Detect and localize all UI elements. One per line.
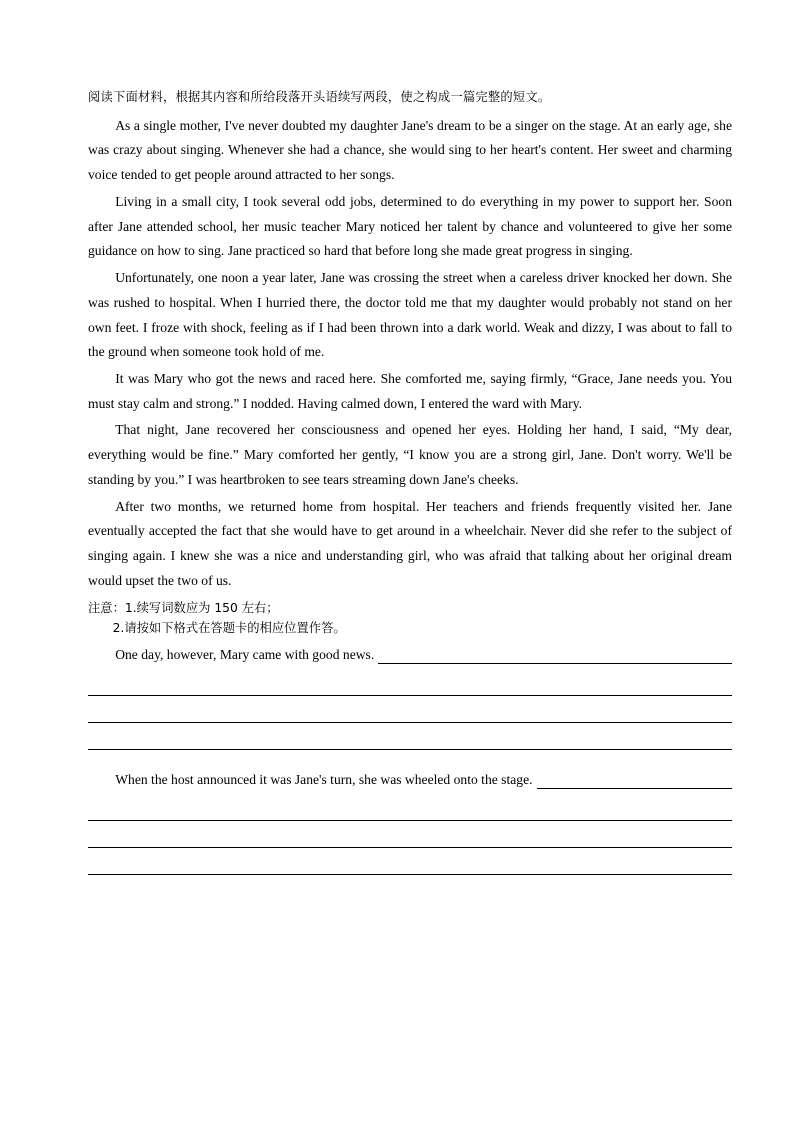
- answer-lead-row: [88, 767, 732, 793]
- passage-paragraph: As a single mother, I've never doubted my daughter Jane's dream to be a singer on the stage. At an early age, she was crazy about singing. Whenever she had a chance, she would sing to her heart's content. Her sweet and charming voice tended to get people around attracted to her songs.: [88, 117, 732, 183]
- writing-rule[interactable]: [537, 788, 732, 789]
- writing-rule[interactable]: [88, 874, 732, 875]
- instruction-text: 阅读下面材料，根据其内容和所给段落开头语续写两段，使之构成一篇完整的短文。: [88, 90, 551, 104]
- writing-rule[interactable]: [88, 847, 732, 848]
- notes-section: [88, 599, 732, 639]
- passage-paragraph: Unfortunately, one noon a year later, Jane was crossing the street when a careless driver knocked her down. She was rushed to hospital. When I hurried there, the doctor told me that my daughter would probably not stand on her own feet. I froze with shock, feeling as if I had been thrown into a dark world. Weak and dizzy, I was about to fall to the ground when someone took hold of me.: [88, 270, 732, 360]
- writing-rule[interactable]: [88, 695, 732, 696]
- notes-item-1: [88, 599, 732, 619]
- notes-item-1-text: 1.续写词数应为 150 左右；: [124, 600, 279, 615]
- writing-rule[interactable]: [88, 722, 732, 723]
- answer-block-one: [88, 642, 732, 750]
- answer-block-two: [88, 767, 732, 875]
- writing-rule[interactable]: [88, 820, 732, 821]
- block-spacer: [88, 750, 732, 763]
- passage-paragraph: It was Mary who got the news and raced here. She comforted me, saying firmly, “Grace, Jane needs you. You must stay calm and strong.” I nodded. Having calmed down, I entered the ward with Mary.: [88, 371, 732, 411]
- passage-paragraph: That night, Jane recovered her consciousness and opened her eyes. Holding her hand, I said, “My dear, everything would be fine.” Mary comforted her gently, “I know you are a strong girl, Jane. Don't worry. We'll be standing by you.” I was heartbroken to see tears streaming down Jane's cheeks.: [88, 422, 732, 487]
- writing-rule[interactable]: [378, 663, 732, 664]
- passage-paragraph: Living in a small city, I took several odd jobs, determined to do everything in my power to support her. Soon after Jane attended school, her music teacher Mary noticed her talent by chance and volunteered to give her some guidance on how to sing. Jane practiced so hard that before long she made great progress in singing.: [88, 193, 732, 259]
- answer-lead-row: [88, 642, 732, 668]
- notes-item-2: 2.请按如下格式在答题卡的相应位置作答。: [112, 620, 346, 635]
- notes-label: 注意：: [88, 600, 125, 615]
- answer-lead-text: One day, however, Mary came with good news.: [115, 647, 375, 663]
- answer-lead-text: When the host announced it was Jane's turn, she was wheeled onto the stage.: [115, 772, 533, 788]
- passage-paragraph: After two months, we returned home from hospital. Her teachers and friends frequently visited her. Jane eventually accepted the fact that she would have to get around in a wheelchair. Never did she refer to the subject of singing again. I knew she was a nice and understanding girl, who was afraid that talking about her original dream would upset the two of us.: [88, 498, 732, 588]
